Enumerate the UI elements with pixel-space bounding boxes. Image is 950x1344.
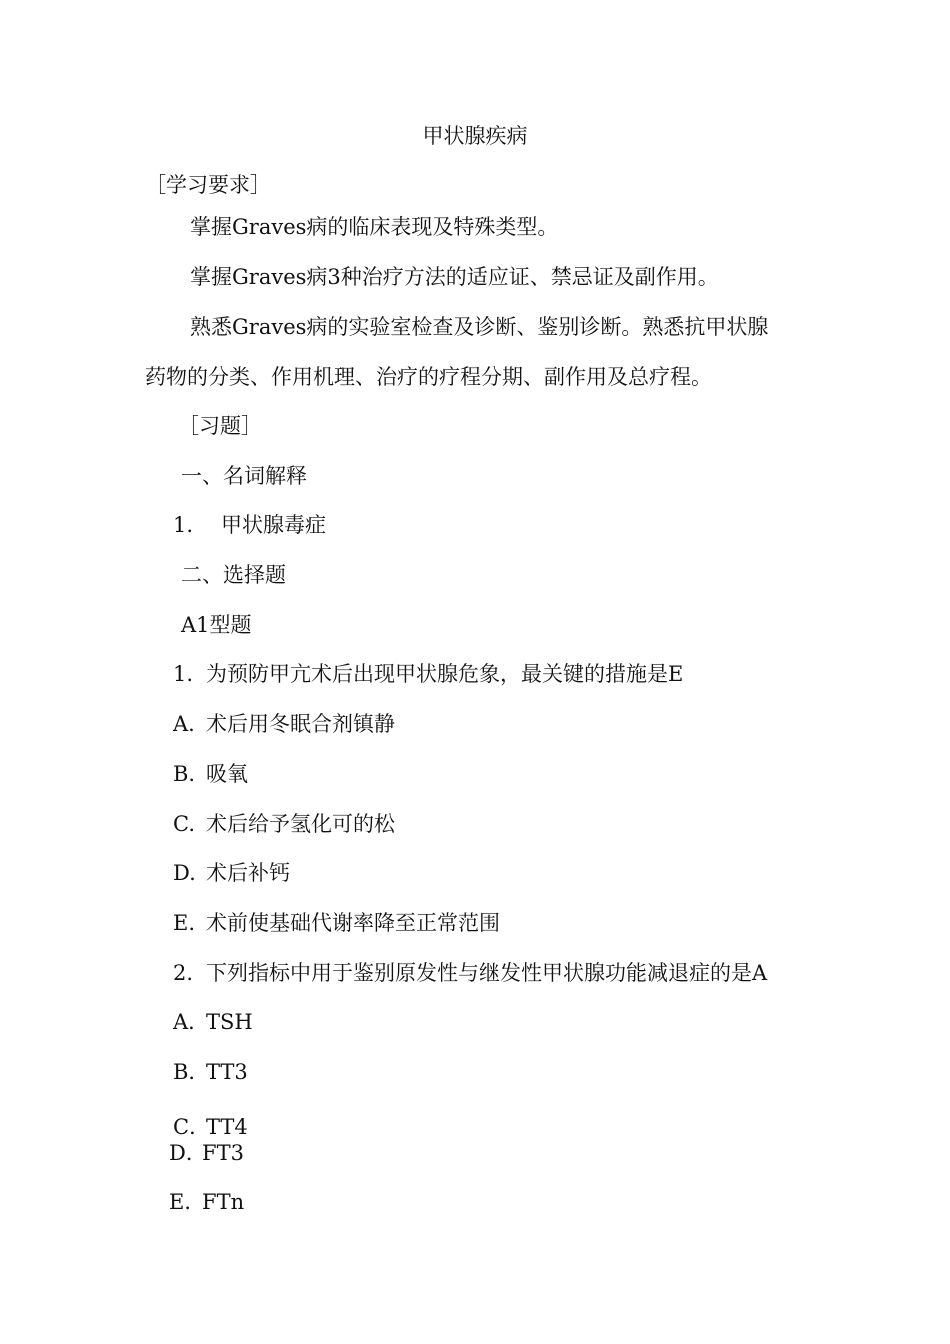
question-number: 2.: [173, 961, 194, 985]
option-text: TT4: [206, 1115, 248, 1139]
option-text: 术前使基础代谢率降至正常范围: [206, 911, 500, 935]
option-text: TT3: [206, 1060, 248, 1084]
question-number: 1.: [173, 662, 194, 686]
exercises-heading: ［习题］: [178, 414, 262, 438]
requirements-heading: ［学习要求］: [145, 173, 271, 197]
option-text: TSH: [206, 1010, 253, 1034]
option-label: E.: [173, 911, 196, 935]
answer-option: [173, 1114, 248, 1140]
option-text: 术后给予氢化可的松: [206, 812, 395, 836]
option-label: B.: [173, 762, 196, 786]
question-type-heading: A1型题: [181, 613, 252, 637]
answer-option: [173, 910, 500, 936]
answer-option: [173, 860, 290, 886]
answer-option: [169, 1189, 244, 1215]
requirement-item: 熟悉Graves病的实验室检查及诊断、鉴别诊断。熟悉抗甲状腺: [190, 315, 769, 339]
section-heading-definitions: 一、名词解释: [181, 464, 307, 488]
answer-option: [169, 1140, 244, 1166]
question-stem: [173, 661, 683, 687]
option-text: FT3: [202, 1141, 244, 1165]
section-heading-choice: 二、选择题: [181, 563, 286, 587]
requirement-item-continuation: 药物的分类、作用机理、治疗的疗程分期、副作用及总疗程。: [145, 365, 712, 389]
option-text: 术后补钙: [206, 861, 290, 885]
option-label: D．: [169, 1141, 207, 1165]
item-text: 甲状腺毒症: [221, 513, 326, 537]
answer-option: [173, 811, 395, 837]
question-text: 下列指标中用于鉴别原发性与继发性甲状腺功能减退症的是A: [206, 961, 768, 985]
option-label: A.: [173, 712, 195, 736]
requirement-item: 掌握Graves病3种治疗方法的适应证、禁忌证及副作用。: [190, 265, 719, 289]
option-label: D.: [173, 861, 196, 885]
answer-option: [173, 1059, 248, 1085]
question-text: 为预防甲亢术后出现甲状腺危象，最关键的措施是E: [206, 662, 684, 686]
question-stem: [173, 960, 767, 986]
requirement-item: 掌握Graves病的临床表现及特殊类型。: [190, 215, 559, 239]
page-title: 甲状腺疾病: [422, 124, 528, 148]
answer-option: [173, 711, 395, 737]
option-label: E．: [169, 1190, 206, 1214]
answer-option: [173, 761, 248, 787]
option-text: 术后用冬眠合剂镇静: [206, 712, 395, 736]
option-label: C．: [173, 1115, 211, 1139]
option-text: FTn: [202, 1190, 245, 1214]
answer-option: [173, 1009, 253, 1035]
option-label: A．: [173, 1010, 210, 1034]
definition-item: [173, 512, 326, 538]
option-text: 吸氧: [206, 762, 248, 786]
option-label: C.: [173, 812, 195, 836]
option-label: B．: [173, 1060, 210, 1084]
item-number: 1.: [173, 513, 194, 537]
